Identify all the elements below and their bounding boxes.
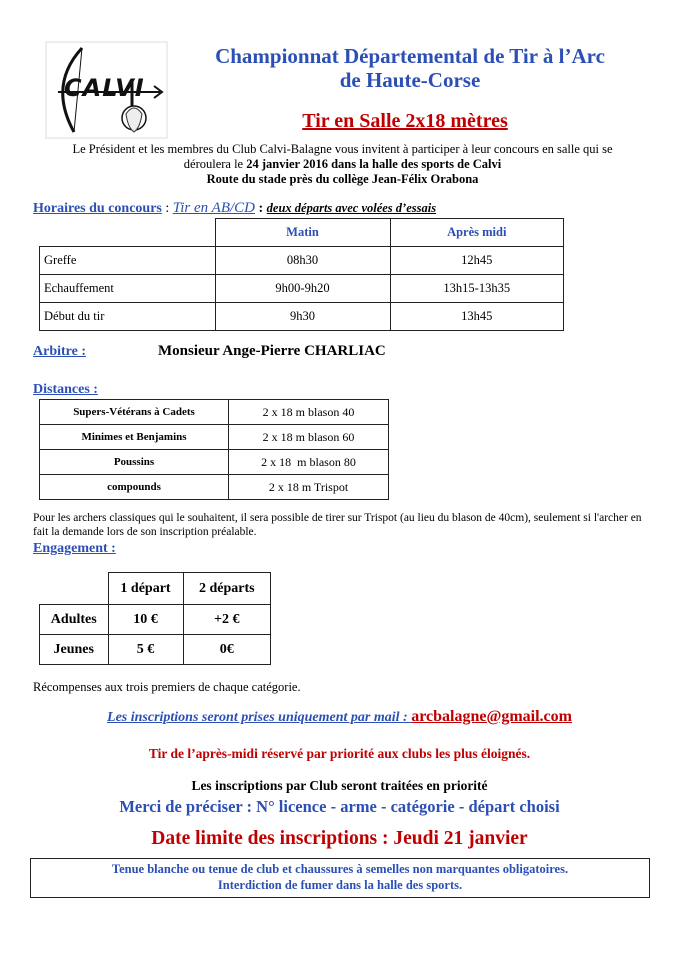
table-cell: 0€ [183, 635, 271, 665]
intro-line-2-prefix: déroulera le [183, 157, 247, 171]
table-cell: Supers-Vétérans à Cadets [40, 400, 229, 425]
table-cell: 2 x 18 m blason 40 [229, 400, 389, 425]
page-title [180, 44, 640, 92]
footer-line-1: Tenue blanche ou tenue de club et chaussures à semelles non marquantes obligatoires. [111, 862, 569, 876]
mail-text: Les inscriptions seront prises uniquement par mail : [107, 710, 412, 725]
table-header-cell: Après midi [390, 219, 564, 247]
arbitre-label: Arbitre : [33, 344, 86, 359]
intro-line-2 [30, 157, 655, 172]
table-row [40, 303, 564, 331]
title-line-1: Championnat Départemental de Tir à l’Arc [215, 44, 605, 68]
table-cell: 9h00-9h20 [215, 275, 390, 303]
horaires-heading [33, 200, 436, 217]
table-cell: 5 € [108, 635, 183, 665]
horaires-sep: : [161, 201, 173, 216]
footer-box [30, 858, 650, 898]
table-cell: Minimes et Benjamins [40, 425, 229, 450]
engagement-label: Engagement : [33, 541, 116, 556]
table-header-cell [40, 219, 216, 247]
horaires-label: Horaires du concours [33, 201, 162, 216]
table-cell: 13h45 [390, 303, 564, 331]
table-header-cell: 2 départs [183, 573, 271, 605]
table-cell: Début du tir [40, 303, 216, 331]
distances-table [39, 399, 389, 500]
table-header-cell [40, 573, 109, 605]
table-header-cell: 1 départ [108, 573, 183, 605]
title-line-2: de Haute-Corse [339, 68, 481, 92]
intro-line-3: Route du stade près du collège Jean-Félix Orabona [206, 172, 479, 186]
table-row [40, 475, 389, 500]
table-header-row [40, 219, 564, 247]
table-cell: 12h45 [390, 247, 564, 275]
intro-line-1: Le Président et les membres du Club Calvi-Balagne vous invitent à participer à leur concours en salle qui se [72, 142, 613, 156]
subtitle: Tir en Salle 2x18 mètres [302, 110, 508, 132]
horaires-sep2: : [255, 201, 267, 216]
table-header-cell: Matin [215, 219, 390, 247]
intro-text [30, 142, 655, 187]
table-cell: 2 x 18 m blason 80 [229, 450, 389, 475]
table-row [40, 400, 389, 425]
table-cell: Echauffement [40, 275, 216, 303]
table-cell: Adultes [40, 605, 109, 635]
distances-note: Pour les archers classiques qui le souhaitent, il sera possible de tirer sur Trispot (au lieu du blason de 40cm), seulement si l'archer en fait la demande lors de son inscription préalable. [33, 512, 642, 538]
engagement-table [39, 572, 271, 665]
table-cell: Jeunes [40, 635, 109, 665]
table-cell: +2 € [183, 605, 271, 635]
afternoon-priority: Tir de l’après-midi réservé par priorité aux clubs les plus éloignés. [148, 746, 531, 761]
table-row [40, 605, 271, 635]
distances-label: Distances : [33, 382, 98, 397]
table-row [40, 425, 389, 450]
arbitre-name: Monsieur Ange-Pierre CHARLIAC [158, 343, 386, 359]
email-link[interactable]: arcbalagne@gmail.com [411, 708, 572, 725]
table-row [40, 247, 564, 275]
horaires-table [39, 218, 564, 331]
club-logo [44, 40, 169, 140]
table-cell: 13h15-13h35 [390, 275, 564, 303]
table-cell: compounds [40, 475, 229, 500]
table-cell: 2 x 18 m Trispot [229, 475, 389, 500]
table-cell: Poussins [40, 450, 229, 475]
mail-line [0, 708, 679, 726]
intro-line-2-bold: 24 janvier 2016 dans la halle des sports de Calvi [246, 157, 502, 171]
table-cell: 9h30 [215, 303, 390, 331]
club-priority: Les inscriptions par Club seront traitées en priorité [191, 778, 488, 793]
footer-line-2: Interdiction de fumer dans la halle des sports. [217, 878, 463, 892]
table-cell: Greffe [40, 247, 216, 275]
table-cell: 08h30 [215, 247, 390, 275]
horaires-mode: Tir en AB/CD [172, 200, 255, 216]
table-row [40, 635, 271, 665]
table-row [40, 450, 389, 475]
logo-text: CALVI [64, 74, 145, 102]
specify-text: Merci de préciser : N° licence - arme - catégorie - départ choisi [119, 797, 560, 816]
deadline-text: Date limite des inscriptions : Jeudi 21 janvier [151, 828, 528, 849]
table-row [40, 275, 564, 303]
table-cell: 2 x 18 m blason 60 [229, 425, 389, 450]
table-cell: 10 € [108, 605, 183, 635]
table-header-row [40, 573, 271, 605]
recompenses-text: Récompenses aux trois premiers de chaque catégorie. [33, 680, 301, 694]
horaires-note: deux départs avec volées d’essais [266, 201, 437, 215]
